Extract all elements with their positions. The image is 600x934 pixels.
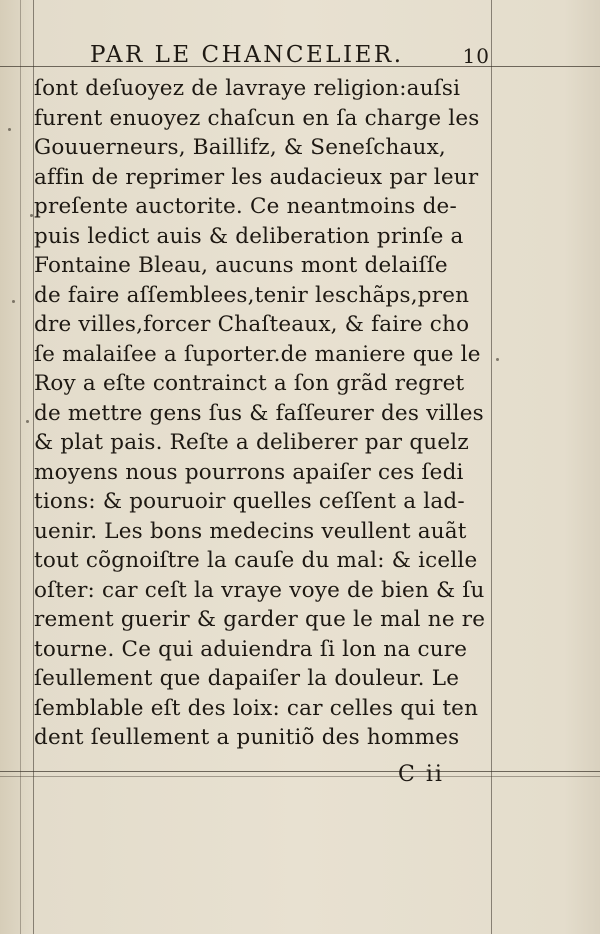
text-line: tourne. Ce qui aduiendra ſi lon na cure [34, 636, 468, 662]
text-line: ſemblable eſt des loix: car celles qui ten [34, 695, 479, 721]
text-line: tions: & pouruoir quelles ceſſent a lad- [34, 489, 465, 514]
text-line: Roy a eſte contrainct a ſon grãd regret [34, 371, 465, 396]
margin-mark [12, 300, 15, 303]
text-line: furent enuoyez chaſcun en ſa charge les [34, 105, 480, 131]
running-title: PAR LE CHANCELIER. [90, 42, 404, 68]
text-line: dre villes,forcer Chaſteaux, & faire cho [34, 312, 470, 337]
text-line: & plat pais. Reſte a deliberer par quelz [34, 430, 469, 455]
text-line: uenir. Les bons medecins veullent auãt [34, 518, 467, 544]
text-line: ſont deſuoyez de lavraye religion:auſsi [34, 76, 461, 101]
inner-left-rule [20, 0, 21, 934]
margin-mark [30, 214, 33, 217]
running-head [90, 42, 490, 72]
margin-mark [8, 128, 11, 131]
body-text [34, 74, 490, 753]
text-line: ſe malaiſee a ſuporter.de maniere que le [34, 341, 481, 367]
text-line: de faire aſſemblees,tenir leschãps,pren [34, 282, 470, 308]
text-line: moyens nous pourrons apaiſer ces ſedi [34, 459, 464, 485]
margin-mark [496, 358, 499, 361]
signature-mark: C ii [398, 762, 444, 787]
page-number: 10 [462, 44, 490, 68]
text-line: dent ſeullement a punitiõ des hommes [34, 725, 460, 750]
text-line: Fontaine Bleau, aucuns mont delaiſſe [34, 253, 448, 278]
text-line: affin de reprimer les audacieux par leur [34, 164, 479, 190]
text-line: puis ledict auis & deliberation prinſe a [34, 223, 464, 249]
footer-rule-lower [0, 776, 600, 777]
right-margin-rule [491, 0, 492, 934]
text-line: ſeullement que dapaiſer la douleur. Le [34, 666, 460, 691]
text-line: rement guerir & garder que le mal ne re [34, 607, 486, 632]
margin-mark [26, 420, 29, 423]
text-line: Gouuerneurs, Baillifz, & Seneſchaux, [34, 135, 446, 160]
footer-rule [0, 771, 600, 772]
text-line: preſente auctorite. Ce neantmoins de- [34, 194, 457, 219]
text-line: oſter: car ceſt la vraye voye de bien & ſu [34, 577, 485, 603]
text-line: de mettre gens ſus & faſſeurer des villes [34, 400, 484, 426]
text-line: tout cõgnoiſtre la cauſe du mal: & icelle [34, 548, 478, 573]
